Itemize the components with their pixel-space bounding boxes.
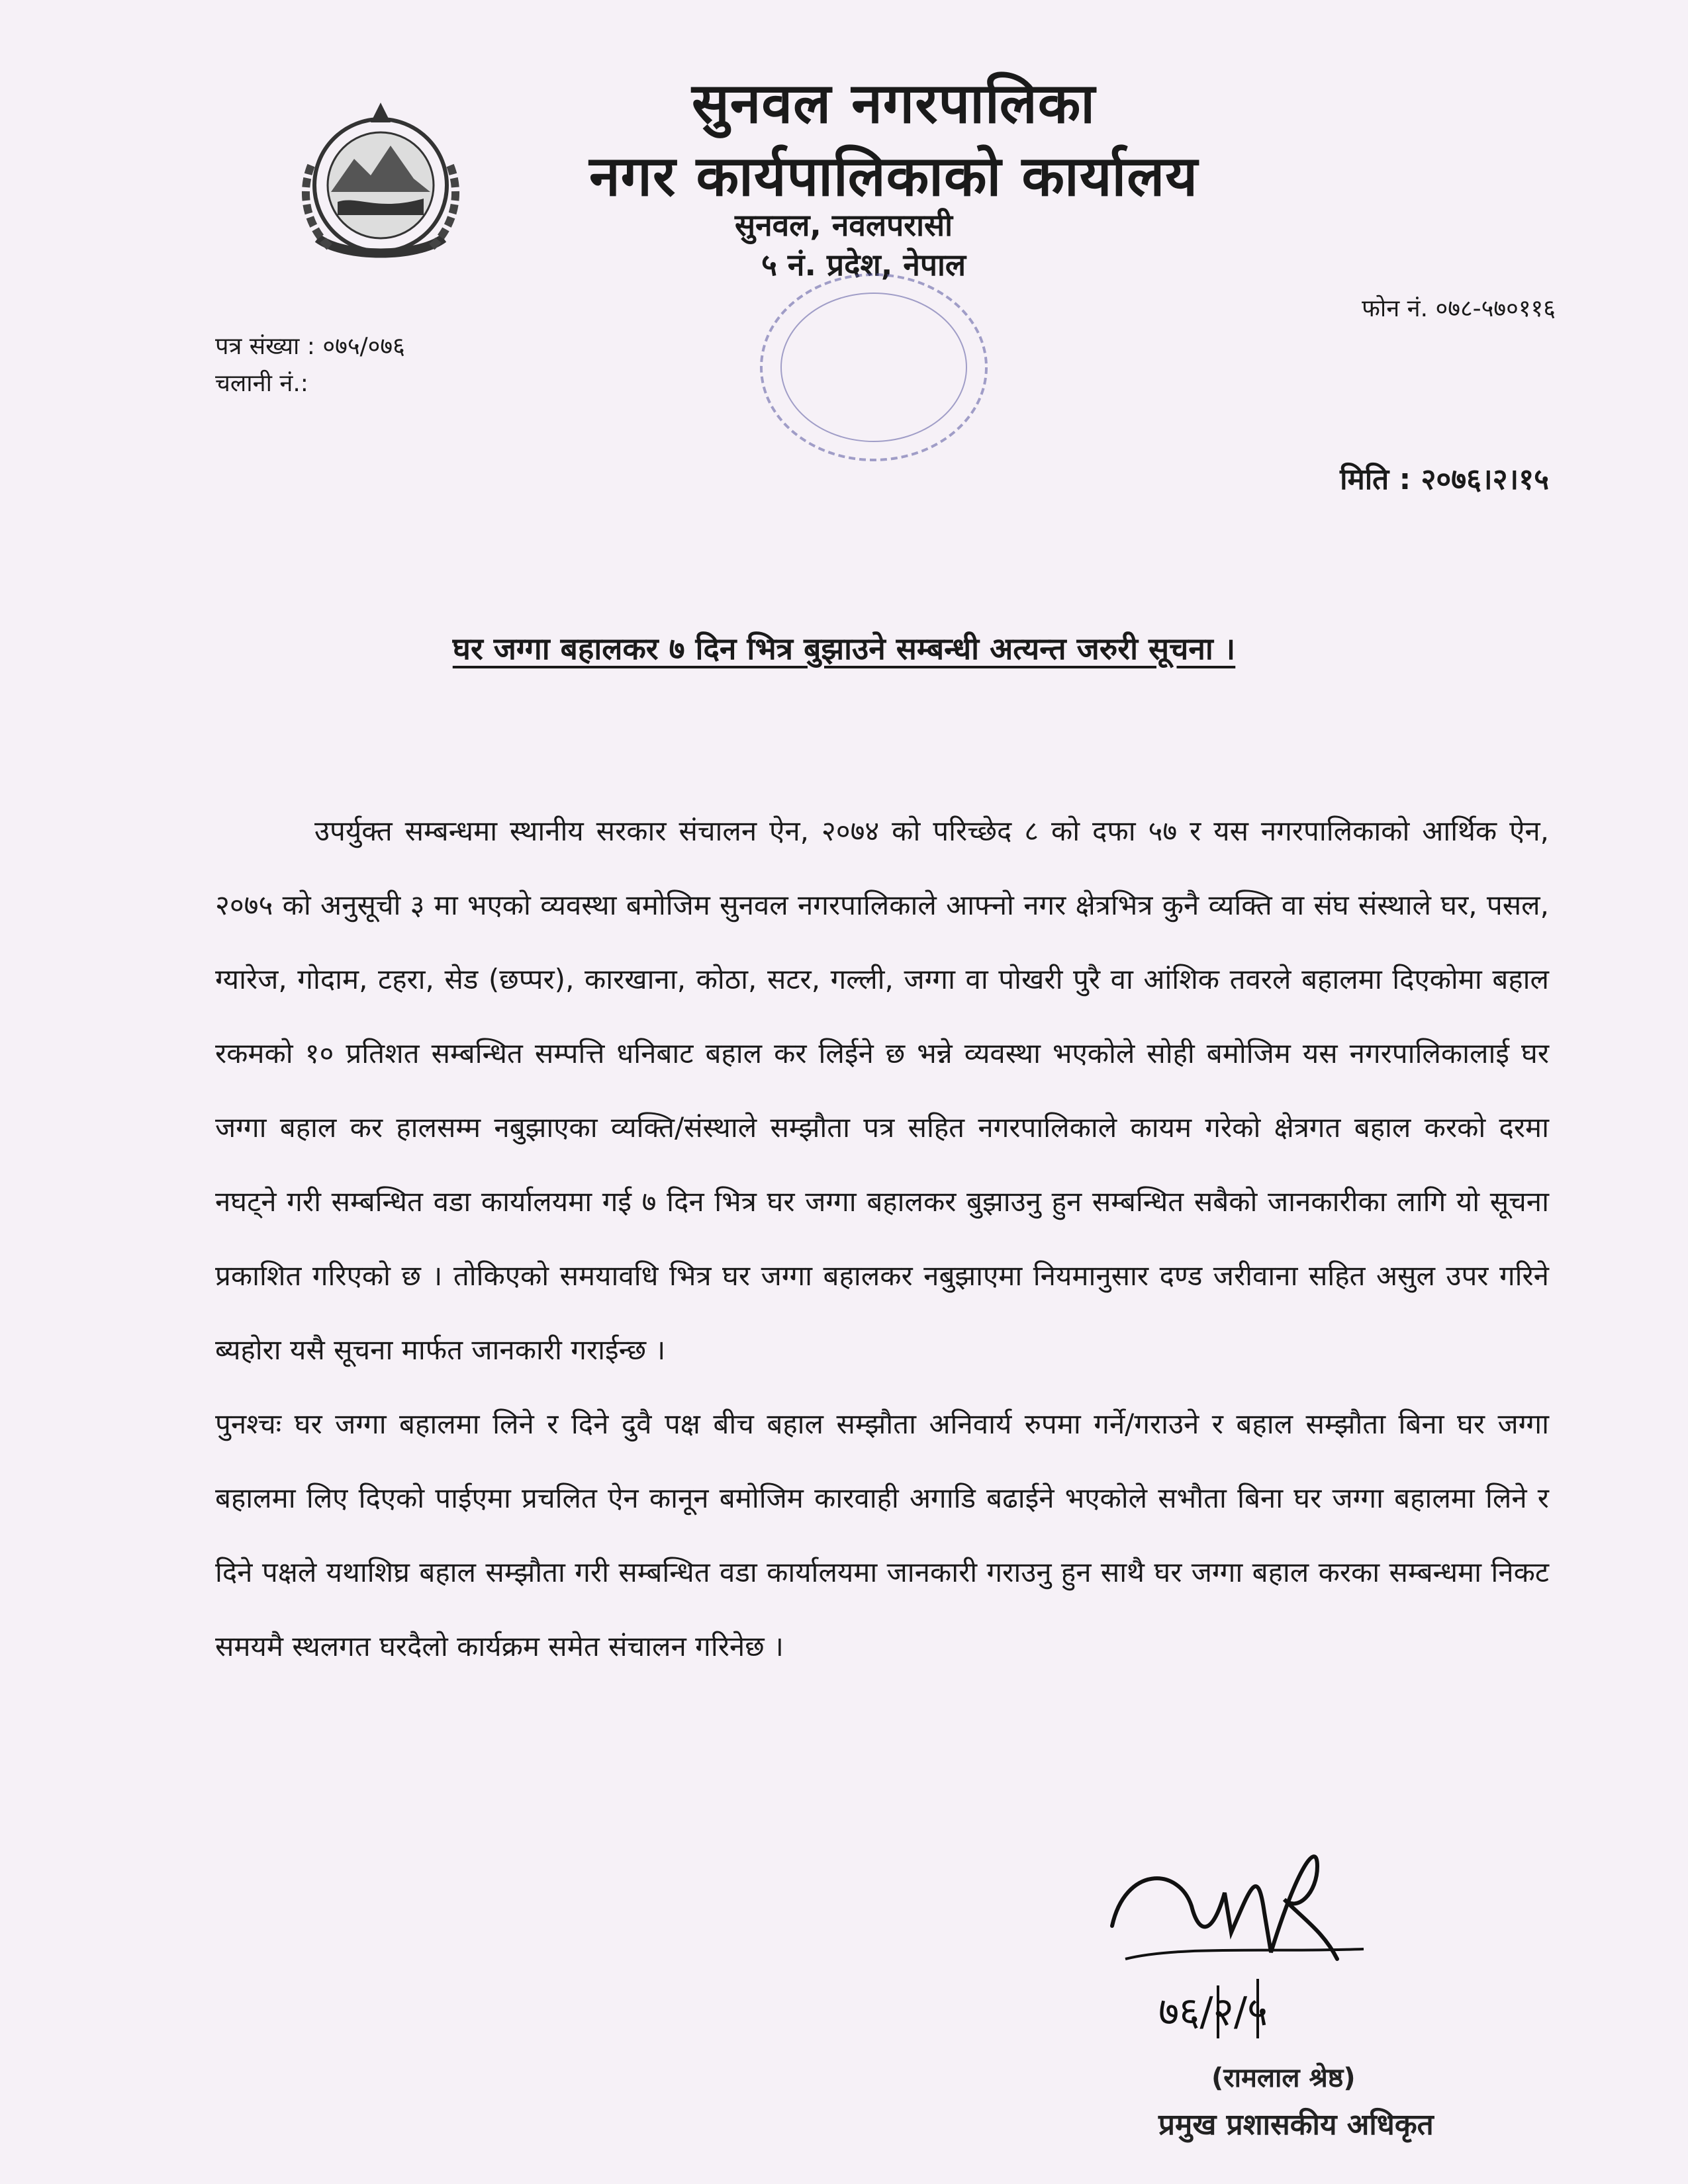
reference-number: पत्र संख्या : ०७५/०७६: [215, 333, 405, 360]
letter-date: मिति : २०७६।२।१५: [1340, 463, 1549, 496]
office-province: ५ नं. प्रदेश, नेपाल: [761, 247, 966, 283]
dispatch-number: चलानी नं.:: [215, 370, 308, 397]
office-name: सुनवल नगरपालिका: [691, 71, 1096, 136]
subject-text: घर जग्गा बहालकर ७ दिन भित्र बुझाउने सम्बन्धी अत्यन्त जरुरी सूचना ।: [452, 631, 1236, 666]
phone-number: फोन नं. ०७८-५७०११६: [1362, 295, 1556, 322]
signatory-title: प्रमुख प्रशासकीय अधिकृत: [1158, 2108, 1434, 2142]
notice-body: [215, 794, 1549, 1684]
handwritten-signature: [1099, 1827, 1430, 2045]
body-paragraph-1: उपर्युक्त सम्बन्धमा स्थानीय सरकार संचालन ऐन, २०७४ को परिच्छेद ८ को दफा ५७ र यस नगरपालिकाको आर्थिक ऐन, २०७५ को अनुसूची ३ मा भएको व्यवस्था बमोजिम सुनवल नगरपालिकाले आफ्नो नगर क्षेत्रभित्र कुनै व्यक्ति वा संघ संस्थाले घर, पसल, ग्यारेज, गोदाम, टहरा, सेड (छप्पर), कारखाना, कोठा, सटर, गल्ली, जग्गा वा पोखरी पुरै वा आंशिक तवरले बहालमा दिएकोमा बहाल रकमको १० प्रतिशत सम्बन्धित सम्पत्ति धनिबाट बहाल कर लिईने छ भन्ने व्यवस्था भएकोले सोही बमोजिम यस नगरपालिकालाई घर जग्गा बहाल कर हालसम्म नबुझाएका व्यक्ति/संस्थाले सम्झौता पत्र सहित नगरपालिकाले कायम गरेको क्षेत्रगत बहाल करको दरमा नघट्ने गरी सम्बन्धित वडा कार्यालयमा गई ७ दिन भित्र घर जग्गा बहालकर बुझाउनु हुन सम्बन्धित सबैको जानकारीका लागि यो सूचना प्रकाशित गरिएको छ । तोकिएको समयावधि भित्र घर जग्गा बहालकर नबुझाएमा नियमानुसार दण्ड जरीवाना सहित असुल उपर गरिने ब्यहोरा यसै सूचना मार्फत जानकारी गराईन्छ ।: [215, 815, 1549, 1366]
office-stamp: [741, 261, 1006, 473]
office-subtitle: नगर कार्यपालिकाको कार्यालय: [589, 144, 1198, 208]
signature-date: ७६/२/५: [1158, 1989, 1268, 2035]
body-paragraph-2: पुनश्चः घर जग्गा बहालमा लिने र दिने दुवै पक्ष बीच बहाल सम्झौता अनिवार्य रुपमा गर्ने/गराउने र बहाल सम्झौता बिना घर जग्गा बहालमा लिए दिएको पाईएमा प्रचलित ऐन कानून बमोजिम कारवाही अगाडि बढाईने भएकोले सभौता बिना घर जग्गा बहालमा लिने र दिने पक्षले यथाशिघ्र बहाल सम्झौता गरी सम्बन्धित वडा कार्यालयमा जानकारी गराउनु हुन साथै घर जग्गा बहाल करका सम्बन्धमा निकट समयमै स्थलगत घरदैलो कार्यक्रम समेत संचालन गरिनेछ ।: [215, 1408, 1549, 1662]
notice-subject: [0, 627, 1688, 668]
signatory-name: (रामलाल श्रेष्ठ): [1211, 2063, 1356, 2093]
office-address: सुनवल, नवलपरासी: [735, 207, 953, 243]
